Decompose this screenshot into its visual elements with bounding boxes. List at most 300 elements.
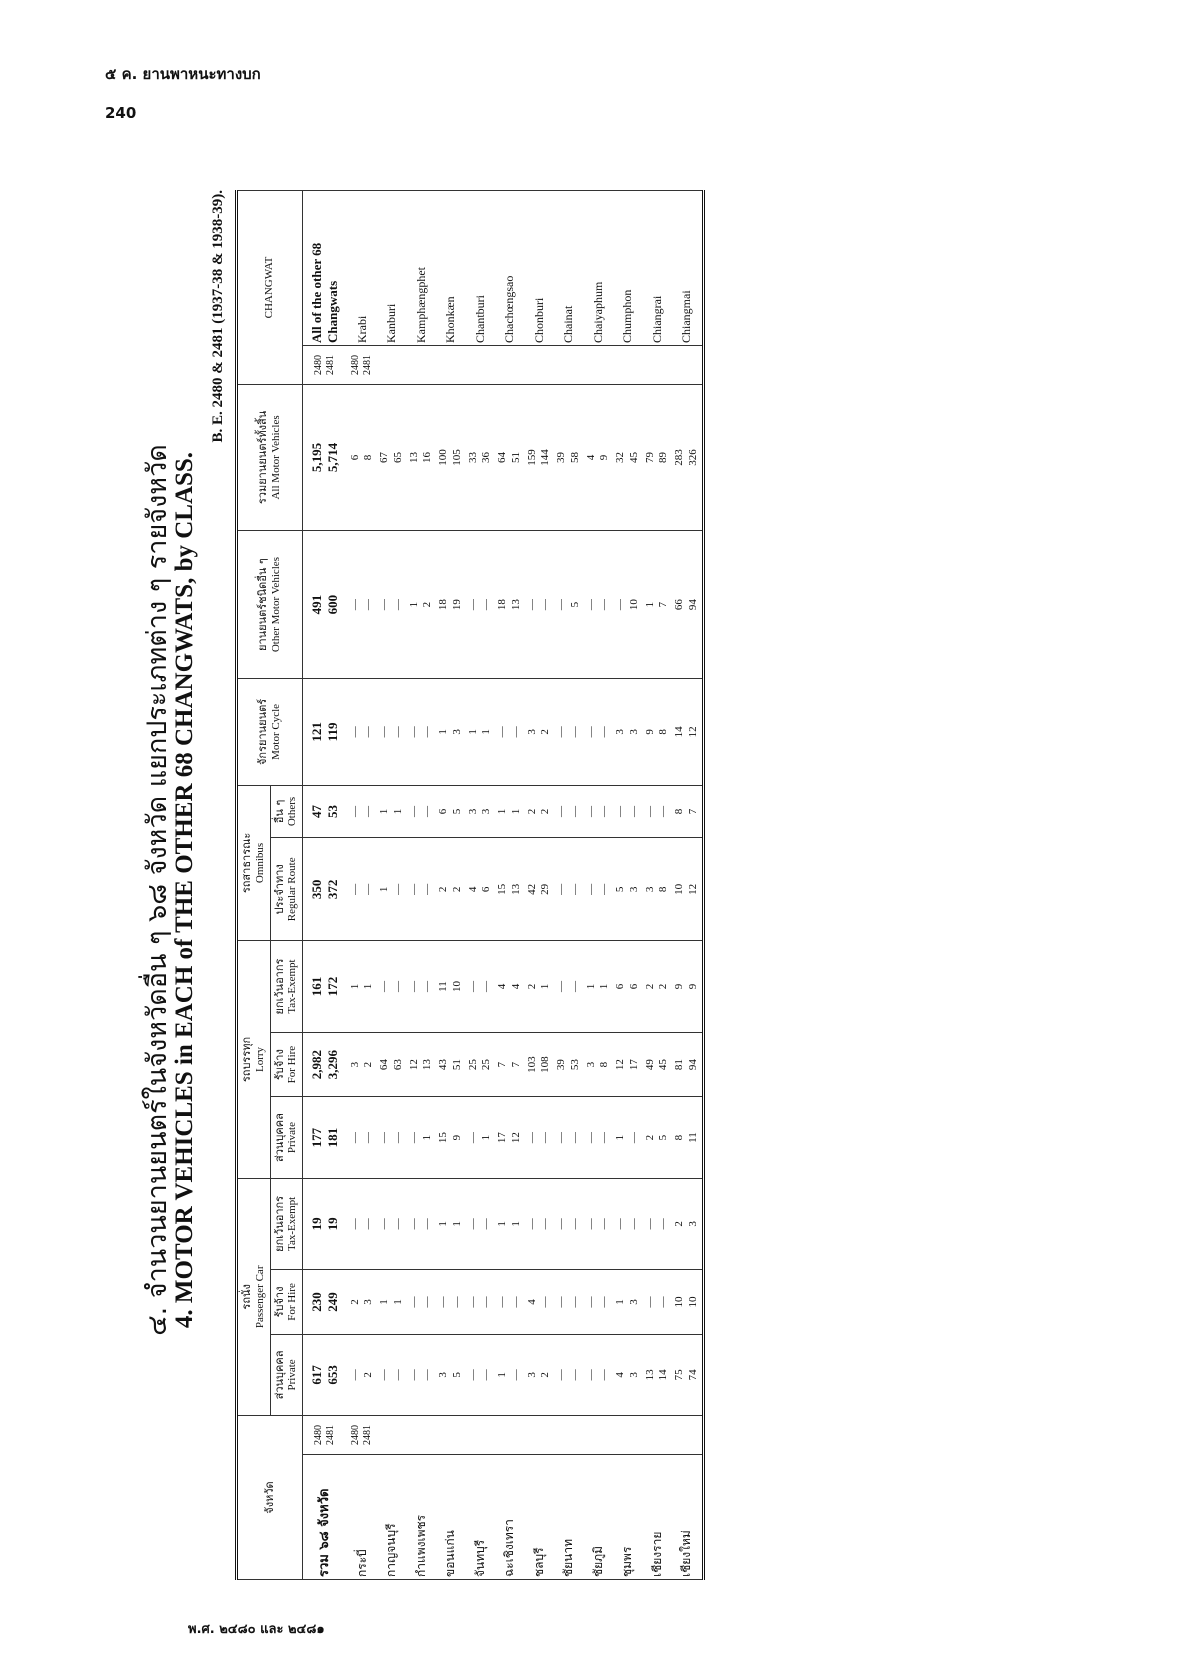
cell-lo-exempt — [613, 941, 643, 1032]
cell-other — [407, 530, 437, 678]
cell-value: 1 — [643, 601, 656, 608]
cell-value: 1 — [437, 1221, 449, 1227]
cell-value: — — [348, 599, 361, 611]
cell-value: — — [598, 599, 611, 611]
cell-value: — — [555, 981, 567, 993]
cell-value: 3 — [525, 1372, 538, 1378]
cell-value: — — [348, 1218, 361, 1230]
year-labels — [584, 346, 614, 385]
changwat-name-english: Chumphon — [613, 191, 643, 346]
cell-lo-hire — [672, 1032, 703, 1097]
cell-value: 2 — [643, 1134, 656, 1141]
col-header-other-motor: ยานยนตร์ชนิดอื่น ๆ Other Motor Vehicles — [237, 530, 303, 678]
cell-value: 19 — [309, 1217, 324, 1231]
cell-all — [377, 385, 407, 531]
cell-value: 8 — [673, 1134, 685, 1141]
year-labels — [643, 346, 673, 385]
cell-value: 3 — [480, 808, 493, 815]
cell-all — [407, 385, 437, 531]
cell-value: — — [362, 726, 375, 738]
cell-value: 81 — [673, 1059, 685, 1071]
cell-lo-private — [303, 1097, 348, 1178]
year-labels — [348, 346, 378, 385]
year-labels — [377, 346, 407, 385]
cell-om-others — [584, 785, 614, 838]
cell-om-route — [584, 838, 614, 941]
cell-all — [348, 385, 378, 531]
cell-pc-hire — [495, 1270, 525, 1335]
year-labels — [495, 346, 525, 385]
page-footer-years: พ.ศ. ๒๔๘๐ และ ๒๔๘๑ — [188, 1622, 325, 1637]
cell-value: 9 — [598, 454, 611, 461]
cell-value: 3 — [362, 1299, 375, 1305]
cell-pc-hire — [348, 1270, 378, 1335]
cell-pc-private — [643, 1334, 673, 1415]
cell-value: — — [555, 805, 567, 817]
cell-moto — [407, 679, 437, 785]
cell-value: 51 — [450, 1059, 463, 1071]
table-row — [466, 191, 496, 1580]
year-labels — [554, 1416, 584, 1455]
table-row — [613, 191, 643, 1580]
cell-om-others — [407, 785, 437, 838]
col-header-motor-cycle: จักรยานยนตร์ Motor Cycle — [237, 679, 303, 785]
cell-value: — — [407, 726, 420, 738]
cell-all — [466, 385, 496, 531]
year-label: 2481 — [325, 1425, 337, 1445]
cell-value: 17 — [627, 1059, 640, 1071]
cell-value: 45 — [627, 451, 640, 463]
changwat-name-english: All of the other 68 Changwats — [303, 191, 348, 346]
cell-pc-exempt — [407, 1178, 437, 1269]
cell-value: — — [466, 1218, 479, 1230]
cell-lo-private — [672, 1097, 703, 1178]
cell-value: — — [568, 726, 581, 738]
cell-om-others — [436, 785, 466, 838]
cell-value: — — [421, 1369, 434, 1381]
year-labels — [613, 1416, 643, 1455]
cell-value: 7 — [686, 808, 699, 815]
cell-other — [554, 530, 584, 678]
cell-value: 89 — [657, 451, 670, 463]
cell-lo-private — [495, 1097, 525, 1178]
cell-value: 9 — [450, 1134, 463, 1141]
cell-value: 39 — [555, 451, 567, 463]
cell-pc-exempt — [643, 1178, 673, 1269]
cell-value: 25 — [480, 1059, 493, 1071]
cell-value: 3 — [627, 1299, 640, 1305]
cell-value: 3 — [348, 1061, 361, 1068]
changwat-name-thai: ขอนแก่น — [436, 1455, 466, 1580]
cell-value: 1 — [509, 808, 522, 815]
cell-value: — — [407, 1369, 420, 1381]
cell-value: — — [555, 883, 567, 895]
cell-value: — — [555, 1218, 567, 1230]
cell-pc-exempt — [672, 1178, 703, 1269]
cell-lo-exempt — [466, 941, 496, 1032]
cell-pc-private — [303, 1334, 348, 1415]
changwat-name-english: Kamphængphet — [407, 191, 437, 346]
col-header-omnibus: รถสาธารณะ Omnibus — [237, 785, 271, 941]
cell-value: 2 — [525, 808, 538, 815]
cell-pc-private — [613, 1334, 643, 1415]
table-row — [525, 191, 555, 1580]
cell-value: 3 — [627, 886, 640, 893]
col-header-lorry: รถบรรทุก Lorry — [237, 941, 271, 1178]
cell-pc-exempt — [584, 1178, 614, 1269]
cell-value: — — [437, 1296, 449, 1308]
cell-value: — — [525, 1218, 538, 1230]
cell-value: 58 — [568, 451, 581, 463]
cell-value: — — [555, 1132, 567, 1144]
cell-value: — — [450, 1296, 463, 1308]
changwat-name-thai: เชียงราย — [643, 1455, 673, 1580]
cell-value: — — [466, 1296, 479, 1308]
cell-other — [348, 530, 378, 678]
cell-om-others — [643, 785, 673, 838]
cell-value: 4 — [525, 1299, 538, 1305]
cell-value: — — [421, 981, 434, 993]
table-row — [377, 191, 407, 1580]
sub-header-lo-private: ส่วนบุคคล Private — [270, 1097, 303, 1178]
cell-value: 12 — [509, 1132, 522, 1144]
cell-value: 159 — [525, 449, 538, 466]
cell-value: 1 — [598, 983, 611, 990]
cell-other — [495, 530, 525, 678]
cell-value: — — [568, 1218, 581, 1230]
cell-value: 2 — [657, 983, 670, 990]
cell-value: 653 — [325, 1365, 341, 1385]
cell-value: — — [348, 1132, 361, 1144]
cell-value: 1 — [496, 808, 508, 815]
cell-pc-exempt — [303, 1178, 348, 1269]
cell-value: 600 — [325, 594, 341, 615]
cell-value: — — [539, 1132, 552, 1144]
cell-value: 5,195 — [309, 442, 324, 473]
cell-pc-hire — [584, 1270, 614, 1335]
cell-value: 2 — [539, 729, 552, 735]
year-labels — [436, 346, 466, 385]
cell-value: — — [525, 1132, 538, 1144]
cell-lo-exempt — [584, 941, 614, 1032]
cell-moto — [348, 679, 378, 785]
cell-value: — — [421, 1218, 434, 1230]
cell-om-route — [495, 838, 525, 941]
cell-lo-private — [584, 1097, 614, 1178]
cell-all — [525, 385, 555, 531]
cell-value: 119 — [325, 722, 341, 742]
cell-value: — — [568, 805, 581, 817]
cell-value: 1 — [539, 983, 552, 990]
cell-value: 2 — [437, 886, 449, 893]
cell-lo-exempt — [377, 941, 407, 1032]
cell-pc-hire — [613, 1270, 643, 1335]
changwat-name-thai: เชียงใหม่ — [672, 1455, 703, 1580]
cell-value: 4 — [509, 983, 522, 990]
cell-value: 75 — [673, 1369, 685, 1381]
cell-all — [672, 385, 703, 531]
cell-value: 47 — [309, 804, 324, 818]
cell-lo-hire — [377, 1032, 407, 1097]
cell-lo-private — [466, 1097, 496, 1178]
cell-value: 9 — [686, 983, 699, 990]
cell-value: — — [480, 599, 493, 611]
cell-all — [584, 385, 614, 531]
cell-value: 4 — [496, 983, 508, 990]
cell-value: 4 — [466, 886, 479, 893]
year-labels — [407, 1416, 437, 1455]
cell-value: — — [568, 981, 581, 993]
cell-value: 1 — [450, 1221, 463, 1227]
cell-value: 25 — [466, 1059, 479, 1071]
cell-value: 3 — [437, 1372, 449, 1378]
cell-value: — — [407, 1218, 420, 1230]
cell-om-route — [348, 838, 378, 941]
cell-value: 1 — [378, 1299, 390, 1305]
year-labels — [495, 1416, 525, 1455]
cell-value: 1 — [509, 1221, 522, 1227]
cell-value: — — [614, 805, 626, 817]
cell-value: 1 — [614, 1134, 626, 1141]
cell-pc-hire — [436, 1270, 466, 1335]
cell-value: 3 — [466, 808, 479, 815]
cell-pc-private — [525, 1334, 555, 1415]
cell-pc-hire — [303, 1270, 348, 1335]
cell-lo-exempt — [672, 941, 703, 1032]
cell-value: 42 — [525, 883, 538, 895]
cell-value: 177 — [309, 1127, 324, 1148]
cell-pc-private — [348, 1334, 378, 1415]
cell-value: 2 — [348, 1299, 361, 1305]
cell-value: — — [568, 1132, 581, 1144]
cell-value: 13 — [643, 1369, 656, 1381]
cell-value: — — [584, 599, 597, 611]
cell-lo-hire — [554, 1032, 584, 1097]
cell-value: 5 — [614, 886, 626, 893]
year-label: 2480 — [349, 355, 361, 375]
cell-lo-hire — [613, 1032, 643, 1097]
cell-pc-hire — [672, 1270, 703, 1335]
cell-value: — — [391, 599, 404, 611]
year-labels — [377, 1416, 407, 1455]
cell-value: — — [362, 883, 375, 895]
cell-value: 7 — [496, 1061, 508, 1068]
year-labels — [643, 1416, 673, 1455]
cell-om-others — [554, 785, 584, 838]
cell-value: — — [466, 981, 479, 993]
cell-value: 2 — [673, 1221, 685, 1227]
rotated-table-page — [135, 180, 965, 1600]
cell-value: — — [421, 883, 434, 895]
cell-pc-exempt — [436, 1178, 466, 1269]
cell-value: 32 — [614, 451, 626, 463]
cell-value: 3 — [584, 1061, 597, 1068]
cell-lo-exempt — [554, 941, 584, 1032]
cell-value: 8 — [362, 454, 375, 461]
page-number: 240 — [105, 104, 137, 122]
table-row — [303, 191, 348, 1580]
cell-lo-hire — [495, 1032, 525, 1097]
cell-value: 12 — [407, 1059, 420, 1071]
cell-value: — — [643, 805, 656, 817]
cell-value: — — [378, 726, 390, 738]
cell-other — [643, 530, 673, 678]
table-body — [303, 191, 704, 1580]
year-labels — [613, 346, 643, 385]
cell-value: 3 — [525, 729, 538, 735]
cell-moto — [495, 679, 525, 785]
col-header-all-motor: รวมยานยนตร์ทั้งสิ้น All Motor Vehicles — [237, 385, 303, 531]
sub-header-pc-exempt: ยกเว้นอากร Tax-Exempt — [270, 1178, 303, 1269]
cell-value: — — [598, 883, 611, 895]
cell-value: 63 — [391, 1059, 404, 1071]
cell-value: 121 — [309, 722, 324, 742]
cell-value: — — [466, 1369, 479, 1381]
cell-value: 8 — [598, 1061, 611, 1068]
table-row — [348, 191, 378, 1580]
cell-all — [303, 385, 348, 531]
cell-value: — — [584, 805, 597, 817]
year-labels — [525, 1416, 555, 1455]
cell-other — [584, 530, 614, 678]
cell-value: — — [391, 883, 404, 895]
cell-value: 3 — [614, 729, 626, 735]
year-labels — [554, 346, 584, 385]
cell-value: 2 — [525, 983, 538, 990]
cell-om-others — [672, 785, 703, 838]
cell-value: 53 — [325, 804, 341, 818]
cell-value: — — [598, 1218, 611, 1230]
cell-value: 172 — [325, 976, 341, 997]
changwat-name-thai: จันทบุรี — [466, 1455, 496, 1580]
cell-value: — — [480, 981, 493, 993]
cell-all — [613, 385, 643, 531]
cell-value: 74 — [686, 1369, 699, 1381]
cell-other — [436, 530, 466, 678]
cell-value: 94 — [686, 1059, 699, 1071]
cell-value: 3 — [627, 729, 640, 735]
cell-moto — [643, 679, 673, 785]
cell-value: 3 — [686, 1221, 699, 1227]
cell-pc-private — [495, 1334, 525, 1415]
cell-om-others — [613, 785, 643, 838]
cell-value: 5 — [450, 808, 463, 815]
col-header-passenger-car: รถนั่ง Passenger Car — [237, 1178, 271, 1415]
cell-om-route — [554, 838, 584, 941]
year-label: 2481 — [362, 1425, 374, 1445]
cell-value: 12 — [686, 726, 699, 738]
changwat-name-thai: กาญจนบุรี — [377, 1455, 407, 1580]
cell-value: — — [348, 726, 361, 738]
cell-pc-exempt — [495, 1178, 525, 1269]
cell-value: 1 — [407, 601, 420, 608]
cell-value: 2 — [643, 983, 656, 990]
cell-value: 372 — [325, 879, 341, 900]
cell-value: — — [539, 1296, 552, 1308]
cell-value: — — [378, 1218, 390, 1230]
cell-value: 53 — [568, 1059, 581, 1071]
table-row — [436, 191, 466, 1580]
cell-value: 17 — [496, 1132, 508, 1144]
cell-value: 181 — [325, 1127, 341, 1148]
changwat-name-thai: ชุมพร — [613, 1455, 643, 1580]
cell-other — [466, 530, 496, 678]
cell-value: 13 — [407, 451, 420, 463]
cell-value: 64 — [496, 451, 508, 463]
cell-value: 6 — [627, 983, 640, 990]
cell-value: 6 — [437, 808, 449, 815]
cell-value: — — [378, 1369, 390, 1381]
sub-header-pc-private: ส่วนบุคคล Private — [270, 1334, 303, 1415]
cell-value: 617 — [309, 1365, 324, 1385]
changwat-name-thai: ชลบุรี — [525, 1455, 555, 1580]
year-label: 2481 — [325, 355, 337, 375]
cell-value: 65 — [391, 451, 404, 463]
col-header-changwat-th: จังหวัด — [237, 1416, 303, 1580]
cell-value: — — [539, 1218, 552, 1230]
cell-om-route — [643, 838, 673, 941]
cell-value: — — [627, 805, 640, 817]
cell-value: — — [614, 599, 626, 611]
cell-value: 2 — [539, 808, 552, 815]
cell-pc-hire — [407, 1270, 437, 1335]
cell-pc-exempt — [377, 1178, 407, 1269]
cell-moto — [554, 679, 584, 785]
cell-all — [643, 385, 673, 531]
changwat-name-thai: รวม ๖๘ จังหวัด — [303, 1455, 348, 1580]
cell-pc-private — [377, 1334, 407, 1415]
sub-header-lo-exempt: ยกเว้นอากร Tax-Exempt — [270, 941, 303, 1032]
cell-value: — — [555, 599, 567, 611]
cell-value: 6 — [480, 886, 493, 893]
cell-pc-hire — [377, 1270, 407, 1335]
changwat-name-thai: ชัยภูมิ — [584, 1455, 614, 1580]
cell-value: — — [584, 883, 597, 895]
cell-value: 1 — [378, 886, 390, 893]
cell-lo-hire — [643, 1032, 673, 1097]
cell-lo-exempt — [436, 941, 466, 1032]
cell-value: 36 — [480, 451, 493, 463]
cell-value: — — [362, 1218, 375, 1230]
year-labels — [466, 1416, 496, 1455]
cell-value: 6 — [348, 454, 361, 461]
table-row — [407, 191, 437, 1580]
cell-value: — — [378, 599, 390, 611]
cell-other — [303, 530, 348, 678]
cell-value: — — [421, 1296, 434, 1308]
cell-om-others — [377, 785, 407, 838]
cell-value: — — [391, 726, 404, 738]
cell-value: 103 — [525, 1056, 538, 1073]
cell-value: — — [362, 805, 375, 817]
cell-value: — — [378, 1132, 390, 1144]
cell-lo-private — [613, 1097, 643, 1178]
cell-value: — — [539, 599, 552, 611]
cell-value: 4 — [614, 1372, 626, 1378]
cell-value: — — [525, 599, 538, 611]
year-labels — [672, 1416, 703, 1455]
year-label: 2480 — [312, 1425, 324, 1445]
cell-value: 39 — [555, 1059, 567, 1071]
cell-all — [495, 385, 525, 531]
year-label: 2481 — [362, 355, 374, 375]
cell-moto — [436, 679, 466, 785]
cell-value: 49 — [643, 1059, 656, 1071]
cell-value: — — [584, 726, 597, 738]
cell-value: 2 — [539, 1372, 552, 1378]
cell-value: 79 — [643, 451, 656, 463]
changwat-name-english: Khonkæn — [436, 191, 466, 346]
